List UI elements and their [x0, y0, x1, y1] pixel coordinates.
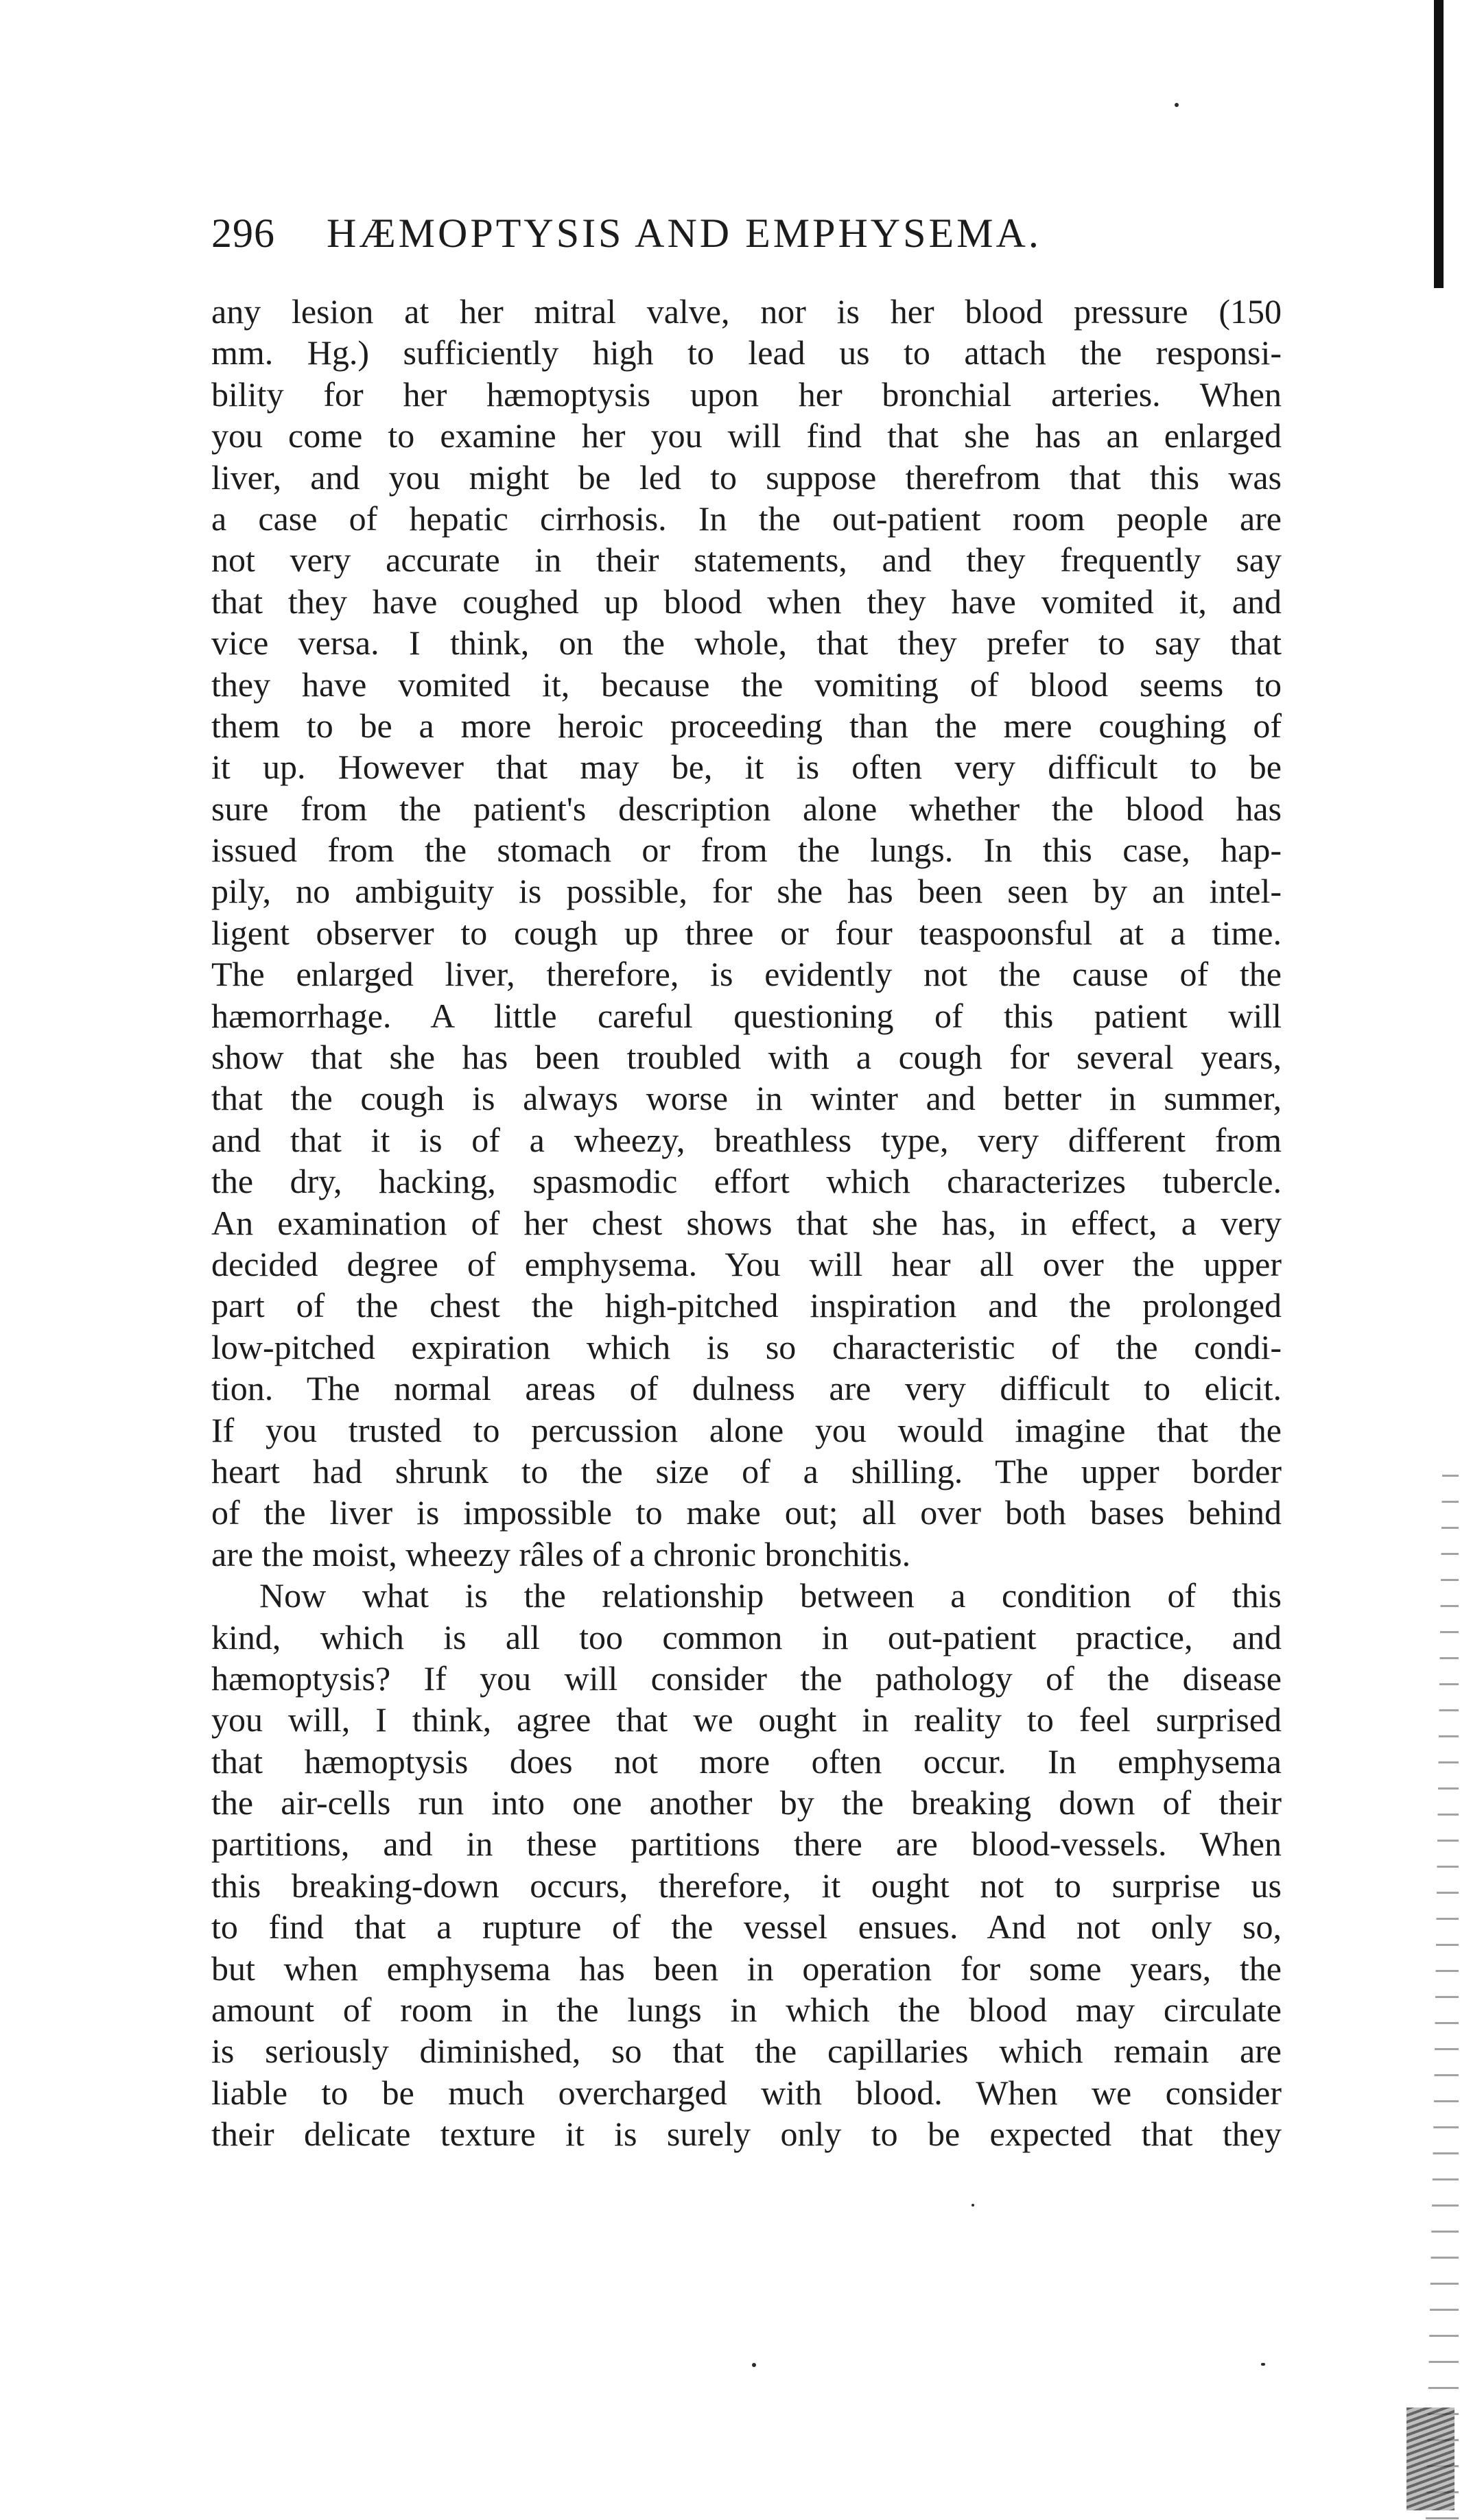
text-line: it up. However that may be, it is often very difficult to be [211, 748, 1282, 787]
text-line: hæmoptysis? If you will consider the pathology of the disease [211, 1659, 1282, 1698]
text-line: are the moist, wheezy râles of a chronic bronchitis. [211, 1534, 911, 1573]
text-line: mm. Hg.) sufficiently high to lead us to attach the responsi- [211, 333, 1282, 372]
text-line: you will, I think, agree that we ought in reality to feel surprised [211, 1700, 1282, 1739]
text-line: An examination of her chest shows that she has, in effect, a very [211, 1203, 1282, 1242]
text-line: vice versa. I think, on the whole, that they prefer to say that [211, 623, 1282, 663]
text-line: that hæmoptysis does not more often occur. In emphysema [211, 1742, 1282, 1781]
text-line: that they have coughed up blood when they have vomited it, and [211, 582, 1282, 621]
text-line: a case of hepatic cirrhosis. In the out-patient room people are [211, 499, 1282, 538]
text-line: and that it is of a wheezy, breathless type, very different from [211, 1120, 1282, 1159]
text-line: part of the chest the high-pitched inspiration and the prolonged [211, 1286, 1282, 1325]
text-line: is seriously diminished, so that the capillaries which remain are [211, 2032, 1282, 2071]
text-line: liver, and you might be led to suppose therefrom that this was [211, 457, 1282, 497]
ink-speck [1175, 103, 1179, 107]
text-line: sure from the patient's description alone whether the blood has [211, 789, 1282, 828]
text-line: ligent observer to cough up three or four teaspoonsful at a time. [211, 913, 1282, 952]
text-line: kind, which is all too common in out-patient practice, and [211, 1617, 1282, 1656]
page-edge-marks [1417, 1475, 1459, 2520]
text-line: issued from the stomach or from the lungs. In this case, hap- [211, 831, 1282, 870]
text-line: you come to examine her you will find that she has an enlarged [211, 416, 1282, 455]
text-line: decided degree of emphysema. You will hear all over the upper [211, 1244, 1282, 1283]
text-line: bility for her hæmoptysis upon her bronchial arteries. When [211, 375, 1282, 414]
text-line: them to be a more heroic proceeding than the mere coughing of [211, 706, 1282, 745]
running-title: HÆMOPTYSIS AND EMPHYSEMA. [327, 211, 1041, 256]
ink-speck [1261, 2363, 1265, 2366]
text-line: their delicate texture it is surely only to be expected that they [211, 2115, 1282, 2154]
text-line: show that she has been troubled with a cough for several years, [211, 1038, 1282, 1077]
text-line: that the cough is always worse in winter and better in summer, [211, 1079, 1282, 1118]
text-line: they have vomited it, because the vomiting of blood seems to [211, 665, 1282, 704]
text-line: liable to be much overcharged with blood. When we consider [211, 2073, 1282, 2112]
text-line: hæmorrhage. A little careful questioning of this patient will [211, 996, 1282, 1035]
text-line: to find that a rupture of the vessel ensues. And not only so, [211, 1907, 1282, 1947]
text-line: not very accurate in their statements, and they frequently say [211, 540, 1282, 580]
text-line: amount of room in the lungs in which the blood may circulate [211, 1990, 1282, 2030]
running-head [211, 206, 1131, 261]
text-line: the air-cells run into one another by the breaking down of their [211, 1783, 1282, 1822]
page-number: 296 [211, 211, 275, 256]
text-line: any lesion at her mitral valve, nor is her blood pressure (150 [211, 292, 1282, 331]
text-line: of the liver is impossible to make out; all over both bases behind [211, 1493, 1282, 1532]
text-line: low-pitched expiration which is so characteristic of the condi- [211, 1327, 1282, 1366]
body-text [211, 291, 1282, 2155]
page-edge-shadow [1434, 0, 1444, 288]
ink-speck [752, 2363, 756, 2367]
text-line: tion. The normal areas of dulness are very difficult to elicit. [211, 1369, 1282, 1408]
text-line: heart had shrunk to the size of a shilling. The upper border [211, 1451, 1282, 1490]
text-line: The enlarged liver, therefore, is evidently not the cause of the [211, 955, 1282, 994]
text-line: pily, no ambiguity is possible, for she has been seen by an intel- [211, 872, 1282, 911]
text-line: partitions, and in these partitions there are blood-vessels. When [211, 1824, 1282, 1864]
text-line: but when emphysema has been in operation for some years, the [211, 1949, 1282, 1988]
page-edge-blot [1406, 2408, 1455, 2510]
text-line: If you trusted to percussion alone you would imagine that the [211, 1410, 1282, 1449]
text-line: the dry, hacking, spasmodic effort which characterizes tubercle. [211, 1162, 1282, 1201]
text-line: this breaking-down occurs, therefore, it ought not to surprise us [211, 1866, 1282, 1905]
text-line: Now what is the relationship between a condition of this [259, 1576, 1282, 1615]
ink-speck [972, 2204, 974, 2207]
